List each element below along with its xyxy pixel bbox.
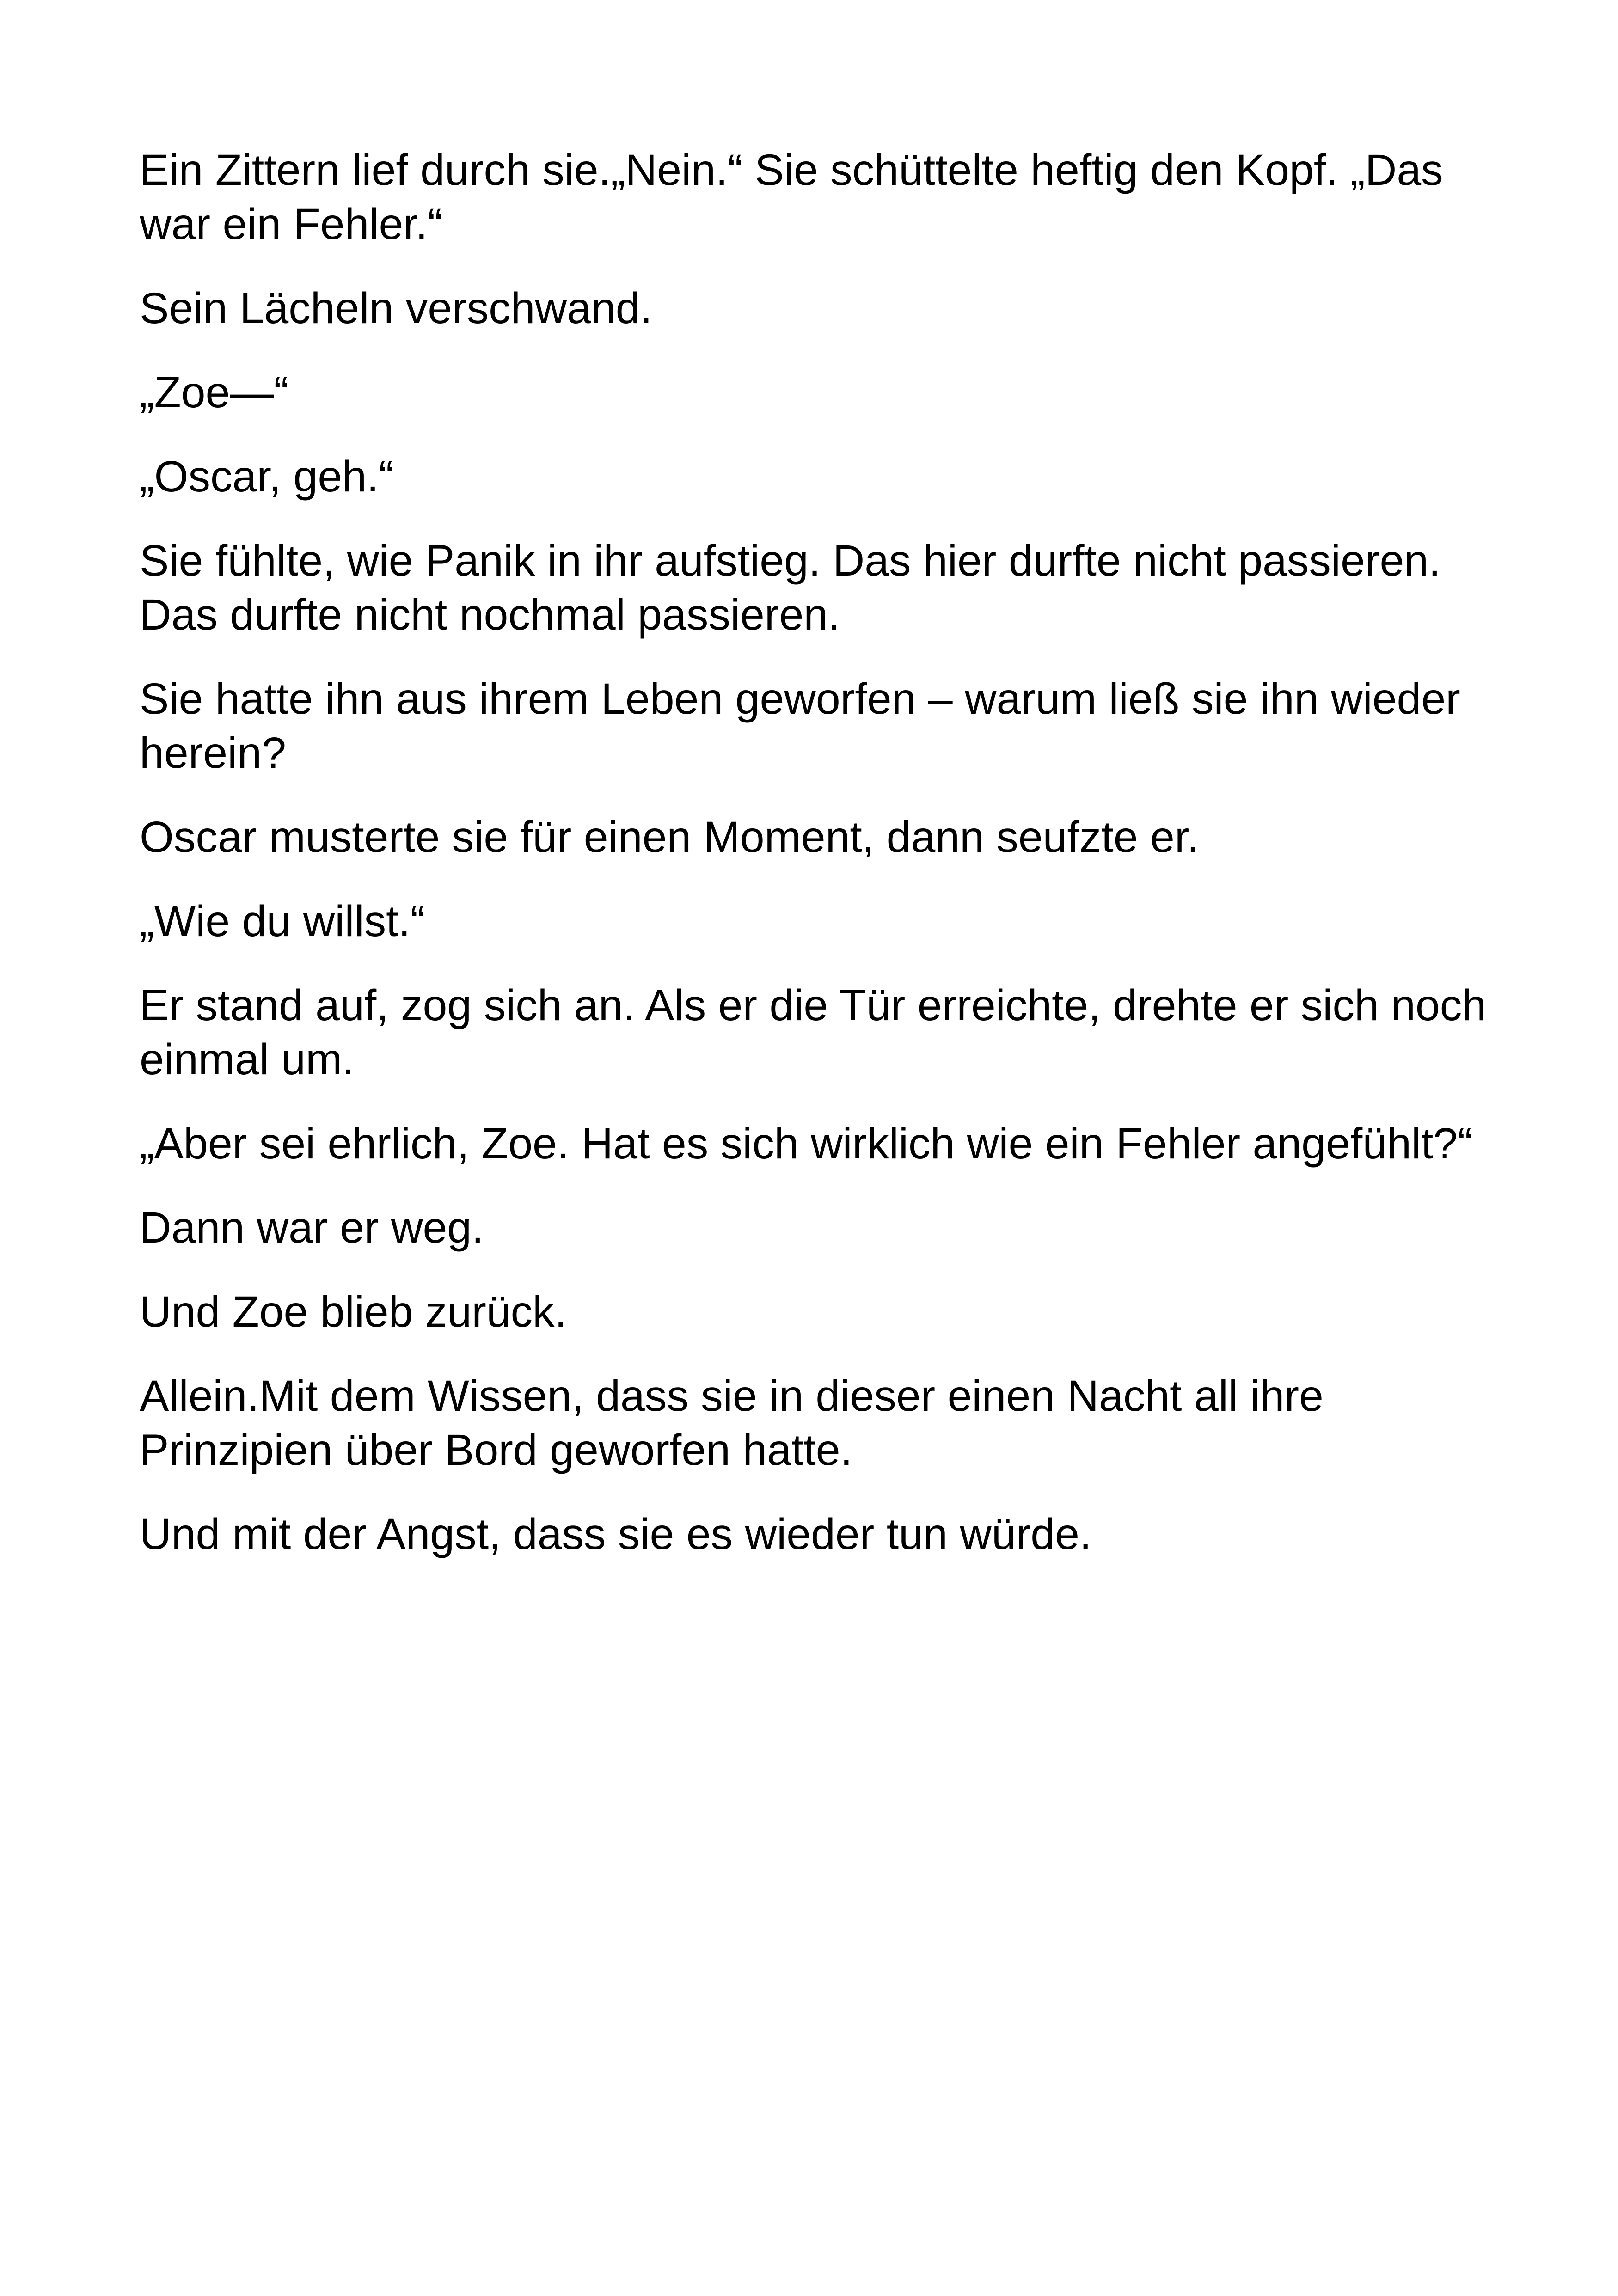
paragraph-2: Sein Lächeln verschwand. [140, 284, 653, 333]
paragraph-3: „Zoe—“ [140, 368, 288, 417]
paragraph-4: „Oscar, geh.“ [140, 452, 394, 501]
paragraph-6: Sie hatte ihn aus ihrem Leben geworfen – warum ließ sie ihn wieder herein? [140, 674, 1460, 778]
paragraph-12: Und Zoe blieb zurück. [140, 1287, 567, 1336]
paragraph-7: Oscar musterte sie für einen Moment, dann seufzte er. [140, 813, 1199, 862]
paragraph-8: „Wie du willst.“ [140, 897, 425, 946]
paragraph-1: Ein Zittern lief durch sie.„Nein.“ Sie schüttelte heftig den Kopf. „Das war ein Fehler.“ [140, 146, 1443, 249]
paragraph-13: Allein.Mit dem Wissen, dass sie in dieser einen Nacht all ihre Prinzipien über Bord geworfen hatte. [140, 1371, 1324, 1475]
paragraph-5: Sie fühlte, wie Panik in ihr aufstieg. Das hier durfte nicht passieren. Das durfte nicht nochmal passieren. [140, 536, 1441, 639]
paragraph-14: Und mit der Angst, dass sie es wieder tun würde. [140, 1510, 1092, 1559]
paragraph-10: „Aber sei ehrlich, Zoe. Hat es sich wirklich wie ein Fehler angefühlt?“ [140, 1119, 1472, 1168]
paragraph-11: Dann war er weg. [140, 1203, 484, 1252]
document-body [140, 143, 1503, 1592]
paragraph-9: Er stand auf, zog sich an. Als er die Tür erreichte, drehte er sich noch einmal um. [140, 981, 1487, 1084]
